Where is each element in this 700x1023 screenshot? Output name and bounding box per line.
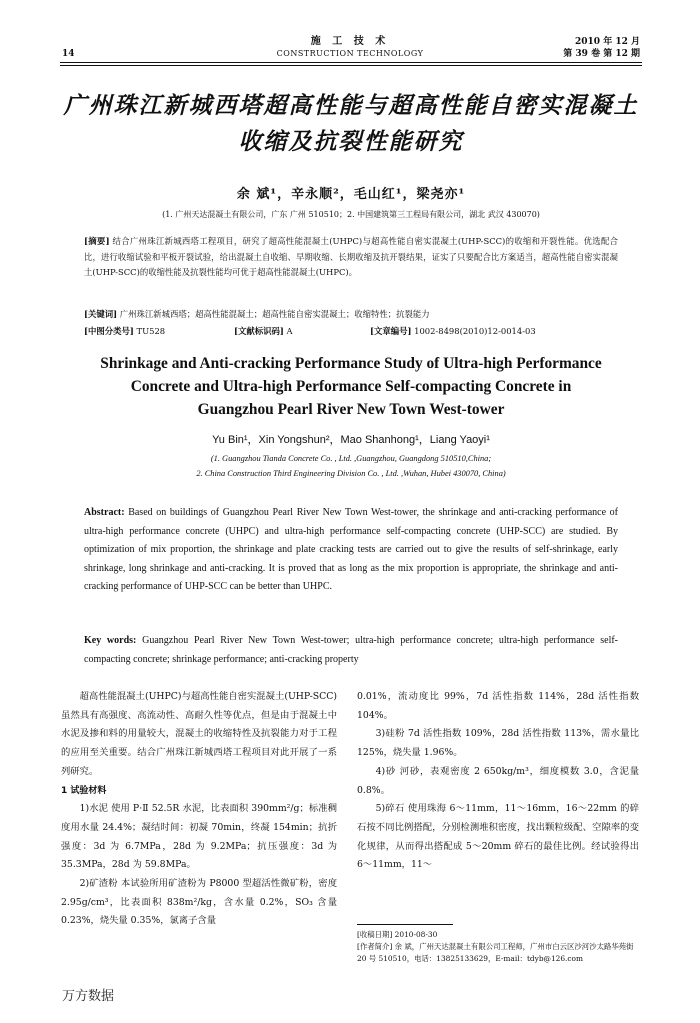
author-bio: [作者简介] 余 斌，广州天达混凝土有限公司工程师，广州市白云区沙河沙太路华苑街 20 号 510510，电话：13825133629，E-mail：tdyb@126.com	[357, 942, 634, 964]
title-cn-line2: 收缩及抗裂性能研究	[238, 128, 464, 155]
abstract-cn	[84, 234, 618, 281]
abstract-en	[84, 504, 618, 597]
slag-paragraph: 2)矿渣粉 本试验所用矿渣粉为 P8000 型超活性微矿粉，密度 2.95g/cm³，比表面积 838m²/kg，含水量 0.2%，SO₃ 含量 0.23%，烧失量 0.35%，氯离子含量	[61, 878, 337, 927]
clc-value: TU528	[136, 326, 166, 336]
doc-code-item	[234, 324, 370, 339]
keywords-en-text: Guangzhou Pearl River New Town West-tower; ultra-high performance concrete; ultra-high performance self-compacting concrete; shrinkage performance; anti-cracking property	[84, 635, 619, 665]
journal-name-cn: 施 工 技 术	[310, 36, 390, 47]
received-date: [收稿日期] 2010-08-30	[357, 930, 438, 939]
affiliation-en-line2: 2. China Construction Third Engineering Division Co. , Ltd. ,Wuhan, Hubei 430070, China)	[196, 469, 506, 478]
footnote-rule	[357, 924, 453, 925]
clc-item	[84, 324, 234, 339]
abstract-en-text: Based on buildings of Guangzhou Pearl River New Town West-tower, the shrinkage and anti-cracking performance of ultra-high performance concrete (UHPC) and ultra-high performance self-compacting concrete (UHP-SCC) are studied. By optimization of mix proportion, the shrinkage and plate cracking tests are carried out to give the results of self-shrinkage, early shrinkage, long shrinkage and anti-cracking. It is proved that as long as the mix proportion is appropriate, the shrinkage and anti-cracking performance of UHP-SCC can be better than UHPC.	[84, 507, 619, 592]
header-rule-thin	[60, 65, 642, 66]
watermark: 万方数据	[62, 989, 115, 1004]
journal-name	[230, 36, 470, 60]
title-en	[60, 352, 642, 421]
body-column-right	[357, 688, 639, 875]
journal-name-en: CONSTRUCTION TECHNOLOGY	[276, 49, 424, 58]
gravel-paragraph: 5)碎石 使用珠海 6～11mm，11～16mm，16～22mm 的碎石按不同比例搭配，分别检测堆积密度，找出颗粒级配、空隙率的变化规律，从而得出搭配成 5～20mm 碎石的最佳比例。经试验得出 6～11mm，11～	[357, 803, 639, 871]
authors-en: Yu Bin¹，Xin Yongshun²，Mao Shanhong¹，Liang Yaoyi¹	[212, 434, 490, 446]
title-cn-line1: 广州珠江新城西塔超高性能与超高性能自密实混凝土	[63, 92, 639, 119]
footnote	[357, 929, 639, 966]
affiliation-en	[60, 451, 642, 481]
classification-row	[84, 324, 618, 339]
issue-volume: 第 39 卷 第 12 期	[563, 49, 640, 59]
clc-label: [中图分类号]	[84, 326, 134, 336]
title-en-line1: Shrinkage and Anti-cracking Performance Study of Ultra-high Performance	[100, 355, 602, 372]
page-number: 14	[62, 49, 75, 59]
title-en-line2: Concrete and Ultra-high Performance Self-compacting Concrete in	[130, 378, 572, 395]
title-en-line3: Guangzhou Pearl River New Town West-tower	[197, 401, 505, 418]
keywords-cn	[84, 307, 618, 322]
section-heading: 1 试验材料	[61, 785, 107, 796]
issue-date: 2010 年 12 月	[575, 37, 640, 47]
body-column-left	[61, 688, 337, 931]
keywords-en-label: Key words:	[84, 635, 137, 646]
title-cn	[60, 88, 642, 160]
article-number-item	[370, 324, 536, 339]
slag-paragraph-cont: 0.01%，流动度比 99%，7d 活性指数 114%，28d 活性指数 104%。	[357, 691, 639, 721]
affiliation-cn: (1. 广州天达混凝土有限公司，广东 广州 510510；2. 中国建筑第三工程局有限公司，湖北 武汉 430070)	[162, 210, 540, 219]
authors-cn: 余 斌¹，辛永顺²，毛山红¹，梁尧亦¹	[236, 187, 466, 202]
doc-code-label: [文献标识码]	[234, 326, 284, 336]
article-number-value: 1002-8498(2010)12-0014-03	[414, 326, 536, 336]
intro-paragraph: 超高性能混凝土(UHPC)与超高性能自密实混凝土(UHP-SCC)虽然具有高强度、高流动性、高耐久性等优点，但是由于混凝土中水泥及掺和料的用量较大，混凝土的收缩特性及抗裂能力对于工程的应用至关重要。结合广州珠江新城西塔工程项目对此开展了一系列研究。	[61, 691, 337, 777]
abstract-cn-text: 结合广州珠江新城西塔工程项目，研究了超高性能混凝土(UHPC)与超高性能自密实混凝土(UHP-SCC)的收缩和开裂性能。优选配合比，进行收缩试验和平板开裂试验，给出混凝土自收缩、早期收缩、长期收缩及抗开裂结果，证实了只要配合比方案适当，超高性能自密实混凝土(UHP-SCC)的收缩性能及抗裂性能均可优于超高性能混凝土(UHPC)。	[84, 236, 618, 278]
keywords-cn-text: 广州珠江新城西塔；超高性能混凝土；超高性能自密实混凝土；收缩特性；抗裂能力	[119, 309, 430, 319]
issue-info	[500, 36, 640, 60]
affiliation-en-line1: (1. Guangzhou Tianda Concrete Co. , Ltd. ,Guangzhou, Guangdong 510510,China;	[210, 454, 492, 463]
article-number-label: [文章编号]	[370, 326, 412, 336]
silica-paragraph: 3)硅粉 7d 活性指数 109%，28d 活性指数 113%，需水量比 125%，烧失量 1.96%。	[357, 728, 639, 759]
header-rule-thick	[60, 62, 642, 63]
cement-paragraph: 1)水泥 使用 P·Ⅱ 52.5R 水泥，比表面积 390mm²/g；标准稠度用水量 24.4%；凝结时间：初凝 70min，终凝 154min；抗折强度：3d 为 6.7MPa，28d 为 9.2MPa；抗压强度：3d 为 35.3MPa，28d 为 59.8MPa。	[61, 803, 337, 871]
doc-code-value: A	[286, 326, 293, 336]
abstract-cn-label: [摘要]	[84, 236, 110, 246]
keywords-en	[84, 632, 618, 669]
keywords-cn-label: [关键词]	[84, 309, 118, 319]
abstract-en-label: Abstract:	[84, 507, 125, 518]
sand-paragraph: 4)砂 河砂，表观密度 2 650kg/m³，细度模数 3.0，含泥量 0.8%。	[357, 765, 639, 796]
